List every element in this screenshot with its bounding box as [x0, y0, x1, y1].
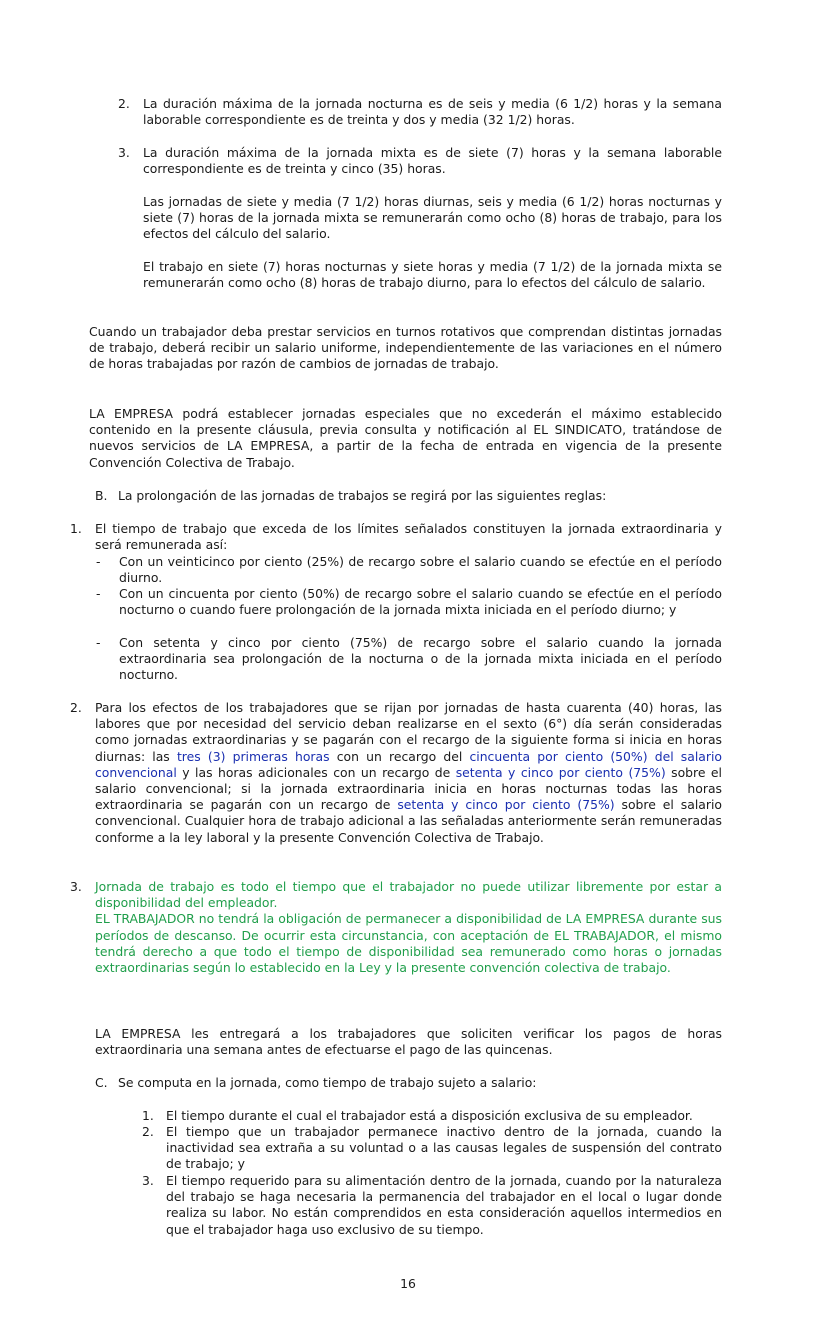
list-number: 2.: [70, 700, 82, 715]
paragraph-rotativos: Cuando un trabajador deba prestar servicios en turnos rotativos que comprendan distintas jornadas de trabajo, deberá recibir un salario uniforme, independientemente de las variaciones en el número de horas trabajadas por razón de cambios de jornadas de trabajo.: [89, 324, 722, 372]
section-heading: La prolongación de las jornadas de trabajos se regirá por las siguientes reglas:: [118, 488, 607, 503]
list-number: 2.: [142, 1124, 154, 1139]
bullet-text: Con setenta y cinco por ciento (75%) de recargo sobre el salario cuando la jornada extraordinaria sea prolongación de la nocturna o de la jornada mixta iniciada en el período nocturno.: [119, 635, 722, 683]
paragraph-quincenas: LA EMPRESA les entregará a los trabajadores que soliciten verificar los pagos de horas extraordinaria una semana antes de efectuarse el pago de las quincenas.: [95, 1026, 722, 1058]
text-paragraph: [95, 911, 722, 976]
text-run: no tendrá la obligación de permanecer a disponibilidad de: [194, 911, 566, 927]
list-item-text-overtime: [95, 700, 722, 846]
highlight-run: setenta y cinco por ciento (75%): [455, 764, 666, 780]
paragraph-jornadas-especiales: LA EMPRESA podrá establecer jornadas especiales que no excederán el máximo establecido contenido en la presente cláusula, previa consulta y notificación al EL SINDICATO, tratándose de nuevos servicios de LA EMPRESA, a partir de la fecha de entrada en vigencia de la presente Convención Colectiva de Trabajo.: [89, 406, 722, 470]
list-number: 3.: [70, 879, 82, 894]
text-run: sobre el salario convencional; si la jornada extraordinaria inicia en horas nocturnas todas las horas extraordinaria se pagarán con un recargo de: [95, 764, 723, 813]
list-number: 2.: [118, 96, 130, 111]
highlight-run: setenta y cinco por ciento (75%): [397, 797, 615, 813]
section-letter: C.: [95, 1075, 108, 1090]
list-item-text: El tiempo que un trabajador permanece inactivo dentro de la jornada, cuando la inactividad sea extraña a su voluntad o a las causas legales de suspensión del contrato de trabajo; y: [166, 1124, 722, 1172]
list-item-text: El tiempo de trabajo que exceda de los límites señalados constituyen la jornada extraordinaria y será remunerada así:: [95, 521, 722, 553]
list-number: 1.: [142, 1108, 154, 1123]
list-number: 3.: [142, 1173, 154, 1188]
text-run: sobre el salario convencional. Cualquier hora de trabajo adicional a las señaladas anteriormente serán remuneradas conforme a la ley laboral y la presente Convención Colectiva de Trabajo.: [95, 797, 723, 845]
paragraph-remuneracion: Las jornadas de siete y media (7 1/2) horas diurnas, seis y media (6 1/2) horas nocturnas y siete (7) horas de la jornada mixta se remunerarán como ocho (8) horas de trabajo, para los efectos del cálculo del salario.: [143, 194, 722, 242]
text-run: EL TRABAJADOR: [95, 911, 195, 927]
bullet-text: Con un veinticinco por ciento (25%) de recargo sobre el salario cuando se efectúe en el período diurno.: [119, 554, 722, 586]
text-run: EL TRABAJADOR,: [554, 927, 659, 943]
bullet-text: Con un cincuenta por ciento (50%) de recargo sobre el salario cuando se efectúe en el período nocturno o cuando fuere prolongación de la jornada mixta iniciada en el período diurno; y: [119, 586, 722, 618]
highlight-run: cincuenta por ciento (50%) del salario convencional: [95, 748, 723, 780]
list-item-text: El tiempo requerido para su alimentación dentro de la jornada, cuando por la naturaleza del trabajo se haga necesaria la permanencia del trabajador en el local o lugar donde realiza su labor. No están comprendidos en esta consideración aquellos intermedios en que el trabajador haga uso exclusivo de su tiempo.: [166, 1173, 722, 1237]
text-run: LA EMPRESA: [565, 911, 645, 927]
list-number: 3.: [118, 145, 130, 160]
list-item-text: El tiempo durante el cual el trabajador está a disposición exclusiva de su empleador.: [166, 1108, 693, 1123]
list-item-text: La duración máxima de la jornada nocturna es de seis y media (6 1/2) horas y la semana laborable correspondiente es de treinta y dos y media (32 1/2) horas.: [143, 96, 722, 128]
text-run: Para los efectos de los trabajadores que se rijan por jornadas de hasta cuarenta (40) horas, las labores que por necesidad del servicio deban realizarse en el sexto (6°) día serán consideradas como jornadas extraordinarias y se pagarán con el recargo de la siguiente forma si inicia en horas diurnas: las: [95, 700, 722, 764]
list-item-text-disponibilidad: [95, 879, 722, 976]
bullet-dash: -: [96, 554, 101, 569]
highlight-run: tres (3) primeras horas: [176, 748, 330, 764]
text-run: durante sus períodos de descanso. De ocurrir esta circunstancia, con aceptación de: [95, 911, 722, 943]
text-line: Jornada de trabajo es todo el tiempo que el trabajador no puede utilizar libremente por estar a disponibilidad del empleador.: [95, 879, 722, 911]
paragraph-nocturnas: El trabajo en siete (7) horas nocturnas y siete horas y media (7 1/2) de la jornada mixta se remunerarán como ocho (8) horas de trabajo diurno, para lo efectos del cálculo de salario.: [143, 259, 722, 291]
list-item-text: La duración máxima de la jornada mixta es de siete (7) horas y la semana laborable correspondiente es de treinta y cinco (35) horas.: [143, 145, 722, 177]
page-number: 16: [400, 1276, 416, 1291]
list-number: 1.: [70, 521, 82, 536]
section-heading: Se computa en la jornada, como tiempo de trabajo sujeto a salario:: [118, 1075, 537, 1090]
text-run: el mismo tendrá derecho a que todo el tiempo de disponibilidad sea remunerado como horas o jornadas extraordinarias según lo establecido en la Ley y la presente convención colectiva de trabajo.: [95, 927, 723, 976]
section-letter: B.: [95, 488, 108, 503]
text-run: y las horas adicionales con un recargo de: [176, 764, 456, 780]
text-run: con un recargo del: [329, 748, 470, 764]
bullet-dash: -: [96, 635, 101, 650]
bullet-dash: -: [96, 586, 101, 601]
